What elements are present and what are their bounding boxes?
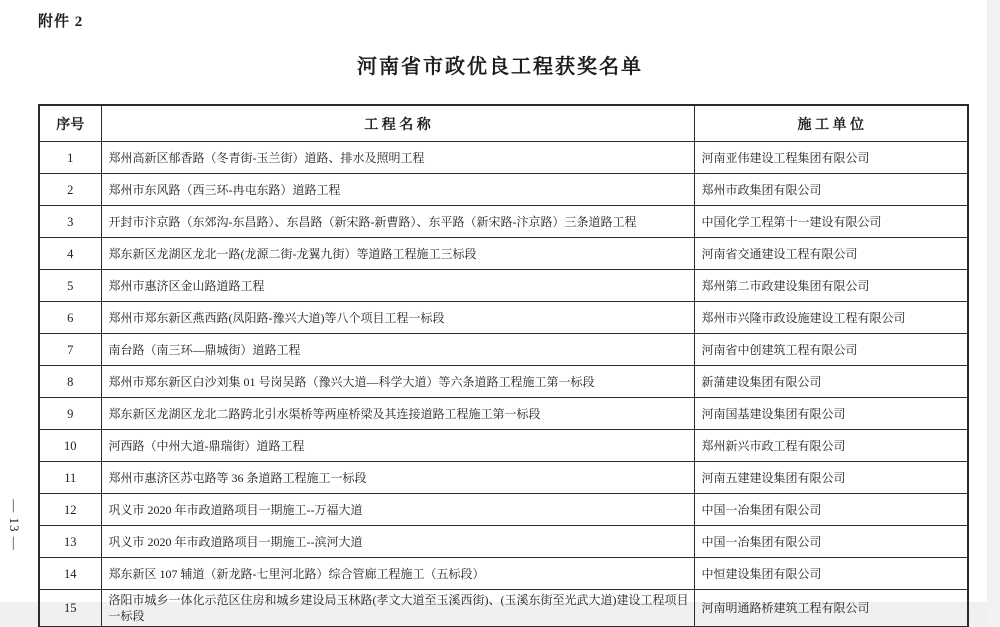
table-row xyxy=(39,334,968,366)
company-name-cell: 河南国基建设集团有限公司 xyxy=(694,398,968,430)
row-number-cell: 6 xyxy=(39,302,101,334)
table-row xyxy=(39,142,968,174)
table-row xyxy=(39,398,968,430)
company-name-cell: 中国一冶集团有限公司 xyxy=(694,494,968,526)
row-number-cell: 7 xyxy=(39,334,101,366)
project-name-cell: 郑州市郑东新区白沙刘集 01 号岗吴路（豫兴大道—科学大道）等六条道路工程施工第一标段 xyxy=(101,366,694,398)
project-name-cell: 洛阳市城乡一体化示范区住房和城乡建设局玉林路(孝文大道至玉溪西街)、(玉溪东街至光武大道)建设工程项目一标段 xyxy=(101,590,694,627)
header-cell-no: 序号 xyxy=(39,105,101,142)
table-row xyxy=(39,302,968,334)
company-name-cell: 中国化学工程第十一建设有限公司 xyxy=(694,206,968,238)
project-name-cell: 郑州高新区郁香路（冬青街-玉兰街）道路、排水及照明工程 xyxy=(101,142,694,174)
table-row xyxy=(39,430,968,462)
project-name-cell: 巩义市 2020 年市政道路项目一期施工--万福大道 xyxy=(101,494,694,526)
row-number-cell: 3 xyxy=(39,206,101,238)
page-title: 河南省市政优良工程获奖名单 xyxy=(357,56,643,78)
company-name-cell: 河南省交通建设工程有限公司 xyxy=(694,238,968,270)
project-name-cell: 南台路（南三环—鼎城街）道路工程 xyxy=(101,334,694,366)
page-number: — 13 — xyxy=(7,499,22,551)
project-name-cell: 郑东新区龙湖区龙北一路(龙源二街-龙翼九街）等道路工程施工三标段 xyxy=(101,238,694,270)
table-row xyxy=(39,590,968,627)
project-name-cell: 巩义市 2020 年市政道路项目一期施工--滨河大道 xyxy=(101,526,694,558)
table-row xyxy=(39,366,968,398)
company-name-cell: 河南五建建设集团有限公司 xyxy=(694,462,968,494)
project-name-cell: 郑州市惠济区金山路道路工程 xyxy=(101,270,694,302)
header-cell-project: 工 程 名 称 xyxy=(101,105,694,142)
row-number-cell: 5 xyxy=(39,270,101,302)
company-name-cell: 郑州市兴隆市政设施建设工程有限公司 xyxy=(694,302,968,334)
header-cell-company: 施 工 单 位 xyxy=(694,105,968,142)
table-row xyxy=(39,526,968,558)
company-name-cell: 郑州市政集团有限公司 xyxy=(694,174,968,206)
company-name-cell: 中国一冶集团有限公司 xyxy=(694,526,968,558)
table-body xyxy=(39,142,968,627)
project-name-cell: 郑州市惠济区苏屯路等 36 条道路工程施工一标段 xyxy=(101,462,694,494)
table-header-row xyxy=(39,105,968,142)
row-number-cell: 10 xyxy=(39,430,101,462)
project-name-cell: 郑州市郑东新区燕西路(凤阳路-豫兴大道)等八个项目工程一标段 xyxy=(101,302,694,334)
project-name-cell: 郑东新区龙湖区龙北二路跨北引水渠桥等两座桥梁及其连接道路工程施工第一标段 xyxy=(101,398,694,430)
row-number-cell: 4 xyxy=(39,238,101,270)
row-number-cell: 8 xyxy=(39,366,101,398)
project-name-cell: 郑州市东风路（西三环-冉屯东路）道路工程 xyxy=(101,174,694,206)
table-row xyxy=(39,238,968,270)
company-name-cell: 郑州新兴市政工程有限公司 xyxy=(694,430,968,462)
row-number-cell: 12 xyxy=(39,494,101,526)
table-row xyxy=(39,462,968,494)
scan-edge-right xyxy=(987,0,1000,627)
row-number-cell: 14 xyxy=(39,558,101,590)
table-row xyxy=(39,174,968,206)
company-name-cell: 河南亚伟建设工程集团有限公司 xyxy=(694,142,968,174)
attachment-label: 附件 2 xyxy=(38,14,84,30)
table-row xyxy=(39,494,968,526)
project-name-cell: 郑东新区 107 辅道（新龙路-七里河北路）综合管廊工程施工（五标段） xyxy=(101,558,694,590)
row-number-cell: 13 xyxy=(39,526,101,558)
table-header xyxy=(39,105,968,142)
row-number-cell: 1 xyxy=(39,142,101,174)
row-number-cell: 11 xyxy=(39,462,101,494)
company-name-cell: 河南明通路桥建筑工程有限公司 xyxy=(694,590,968,627)
row-number-cell: 9 xyxy=(39,398,101,430)
table-row xyxy=(39,206,968,238)
table-row xyxy=(39,270,968,302)
table-row xyxy=(39,558,968,590)
row-number-cell: 2 xyxy=(39,174,101,206)
project-name-cell: 河西路（中州大道-鼎瑞街）道路工程 xyxy=(101,430,694,462)
project-name-cell: 开封市汴京路（东郊沟-东昌路）、东昌路（新宋路-新曹路）、东平路（新宋路-汴京路）三条道路工程 xyxy=(101,206,694,238)
company-name-cell: 郑州第二市政建设集团有限公司 xyxy=(694,270,968,302)
award-table xyxy=(38,104,969,627)
company-name-cell: 河南省中创建筑工程有限公司 xyxy=(694,334,968,366)
company-name-cell: 中恒建设集团有限公司 xyxy=(694,558,968,590)
company-name-cell: 新蒲建设集团有限公司 xyxy=(694,366,968,398)
row-number-cell: 15 xyxy=(39,590,101,627)
